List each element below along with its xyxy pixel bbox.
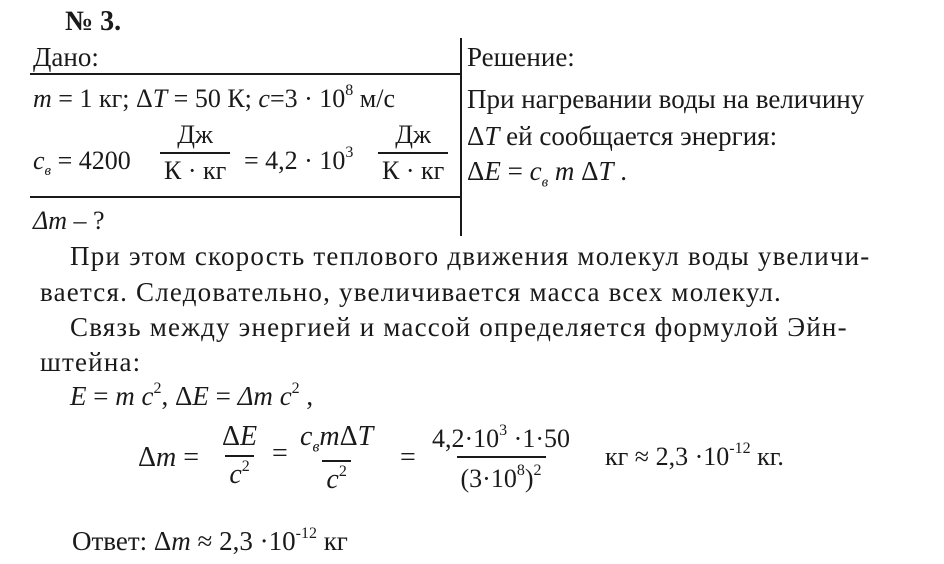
solution-header: Решение: <box>467 42 575 72</box>
given-line-1: m = 1 кг; ΔT = 50 К; $c=3 \cdot 10^8$ м/с <box>33 82 395 113</box>
solution-line-2: ΔT ей сообщается энергия: <box>467 121 778 151</box>
fraction-numeric <box>428 422 574 493</box>
given-unit-fraction-1 <box>160 122 230 184</box>
unit-denominator: К · кг <box>378 152 448 184</box>
equals-sign-1: = <box>272 438 288 469</box>
paragraph-line-4: штейна: <box>40 347 142 377</box>
equals-sign-2: = <box>400 442 416 473</box>
fraction-energy-over-c2 <box>218 423 261 489</box>
given-bottom-divider <box>30 196 460 198</box>
given-cv-lhs: $c_в = 4200$ <box>33 146 131 180</box>
einstein-formula: E = m $c^2$, ΔE = Δm $c^2$ , <box>70 380 314 411</box>
unit-numerator: Дж <box>177 120 213 149</box>
formula-result: кг ≈ $2,3 \cdot 10^{-12}$ кг. <box>605 440 784 471</box>
paragraph-line-1: При этом скорость теплового движения молекул воды увеличи- <box>70 241 871 271</box>
solution-line-3: $\Delta E = c_в$ m ΔT . <box>467 156 628 191</box>
solution-line-1: При нагревании воды на величину <box>467 84 865 114</box>
unit-denominator: К · кг <box>160 152 230 184</box>
given-header: Дано: <box>33 42 99 72</box>
problem-number: № 3. <box>65 6 122 37</box>
unit-numerator: Дж <box>395 120 431 149</box>
find-label: Δm – ? <box>33 206 105 235</box>
fraction-denominator: $(3\cdot 10^8)^2$ <box>457 456 546 492</box>
paragraph-line-3: Связь между энергией и массой определяется формулой Эйн- <box>70 312 848 342</box>
given-solution-separator <box>460 38 462 236</box>
paragraph-line-2: вается. Следовательно, увеличивается масса всех молекул. <box>40 277 782 307</box>
answer-line: Ответ: $\Delta m \approx 2,3 \cdot 10^{-12}$ кг <box>72 525 348 556</box>
fraction-numerator: ΔE <box>222 421 258 452</box>
given-cv-mid: = $4,2 \cdot 10^3$ <box>244 144 354 175</box>
fraction-denominator: $c^2$ <box>322 460 350 494</box>
fraction-numerator: $4,2\cdot 10^3 \cdot 1\cdot 50$ <box>432 422 570 453</box>
fraction-denominator: $c^2$ <box>225 455 253 489</box>
given-header-divider <box>30 73 460 75</box>
given-unit-fraction-2 <box>378 122 448 184</box>
fraction-numerator: $c_вm\Delta T$ <box>300 421 374 456</box>
fraction-cv-m-dt-over-c2 <box>296 423 377 494</box>
formula-lhs: Δm = <box>138 442 200 473</box>
